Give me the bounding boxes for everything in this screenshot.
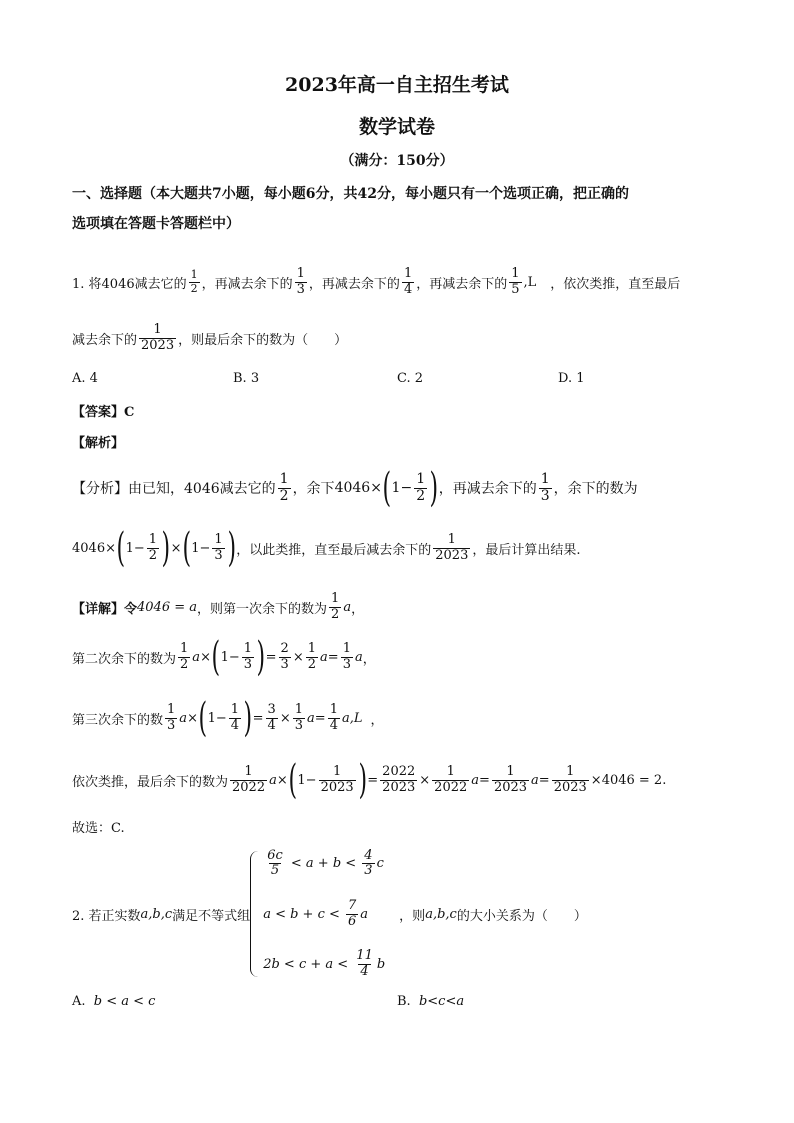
q1-text: ，依次类推，直至最后 xyxy=(550,276,681,292)
section-heading-line2: 选项填在答题卡答题栏中） xyxy=(72,216,240,232)
section-heading-line1: 一、选择题（本大题共7小题，每小题6分，共42分，每小题只有一个选项正确，把正确的 xyxy=(72,186,629,202)
fraction-1-4: $\frac{1}{4}$ xyxy=(403,266,413,297)
q1-answer: 【答案】C xyxy=(72,405,135,420)
exam-subtitle: 数学试卷 xyxy=(358,116,435,138)
q1-text: 1. 将4046减去它的 xyxy=(72,276,187,292)
inequality-row-3: 2b < c + a < $\frac{11}{4}$ b xyxy=(263,948,386,979)
q1-option-d: D. 1 xyxy=(558,371,585,386)
ellipsis: ,L xyxy=(523,274,537,290)
detail-third: 第三次余下的数 $\frac{1}{3}$ a × ( 1− $\frac{1}{4}$ ) = $\frac{3}{4}$ × $\frac{1}{3}$ a = $\frac{1}{4}$ a,L ， xyxy=(72,695,384,741)
q1-option-a: A. 4 xyxy=(72,371,98,386)
inequality-row-2: a < b + c < $\frac{7}{6}$ a xyxy=(263,898,369,929)
fraction-1-5: $\frac{1}{5}$ xyxy=(511,266,520,297)
fraction-1-3: $\frac{1}{3}$ xyxy=(540,471,550,504)
q1-text: ，再减去余下的 xyxy=(416,276,508,292)
q1-stem-line2 xyxy=(72,308,347,368)
q1-option-b: B. 3 xyxy=(233,371,260,386)
q1-text: ，再减去余下的 xyxy=(308,276,400,292)
fraction-1-2: $\frac{1}{2}$ xyxy=(190,268,198,295)
exam-title: 2023年高一自主招生考试 xyxy=(285,74,509,96)
q1-choose: 故选：C. xyxy=(72,821,125,836)
q1-option-c: C. 2 xyxy=(397,371,424,386)
analysis-line2: 4046 × ( 1− $\frac{1}{2}$ ) × ( 1− $\frac{1}{3}$ ) ，以此类推，直至最后减去余下的 $\frac{1}{2023}$ ，最后计算出结果. xyxy=(72,525,581,571)
detail-line1: 【详解】令 4046 = a ，则第一次余下的数为 $\frac{1}{2}$ a ， xyxy=(72,591,365,622)
fraction-1-2: $\frac{1}{2}$ xyxy=(416,471,426,504)
analysis-line1: 【分析】由已知，4046减去它的 $\frac{1}{2}$ ，余下 4046 × ( 1− $\frac{1}{2}$ ) ，再减去余下的 $\frac{1}{3}$ ，余下的数为 xyxy=(72,465,638,511)
q1-text: 减去余下的 xyxy=(72,332,138,348)
inequality-system xyxy=(250,849,385,979)
detail-general: 依次类推，最后余下的数为 $\frac{1}{2022}$ a × ( 1− $\frac{1}{2023}$ ) = $\frac{2022}{2023}$ × $\frac{1}{2022}$ a = $\frac{1}{2023}$ a = $\frac{1}{2023}$ ×4046 = 2 . xyxy=(72,757,667,803)
detail-second: 第二次余下的数为 $\frac{1}{2}$ a × ( 1− $\frac{1}{3}$ ) = $\frac{2}{3}$ × $\frac{1}{2}$ a = $\frac{1}{3}$ a ， xyxy=(72,634,376,680)
q1-analysis-label: 【解析】 xyxy=(72,436,125,451)
exam-score: （满分：150分） xyxy=(340,153,454,169)
q1-text: ，再减去余下的 xyxy=(201,276,293,292)
fraction-1-2023: $\frac{1}{2023}$ xyxy=(435,532,469,563)
q2-option-a: A. b < a < c xyxy=(72,994,156,1009)
fraction-1-2023: $\frac{1}{2023}$ xyxy=(141,322,175,353)
fraction-1-2: $\frac{1}{2}$ xyxy=(279,471,289,504)
inequality-row-1: $\frac{6c}{5}$ < a + b < $\frac{4}{3}$ c xyxy=(267,848,384,879)
q1-text: ，则最后余下的数为（ ） xyxy=(178,332,348,348)
fraction-1-3: $\frac{1}{3}$ xyxy=(296,266,305,297)
q2-option-b: B. b<c<a xyxy=(397,994,465,1009)
left-brace xyxy=(250,851,259,977)
q2-stem: 2. 若正实数 a,b,c 满足不等式组 $\frac{6c}{5}$ < a + b < $\frac{4}{3}$ c a < b + c < $\frac{7}{6}$ a 2b < c + a < $\frac{11}{4}$ b ，则 a,b,c 的大小关系为（ ） xyxy=(72,848,587,979)
